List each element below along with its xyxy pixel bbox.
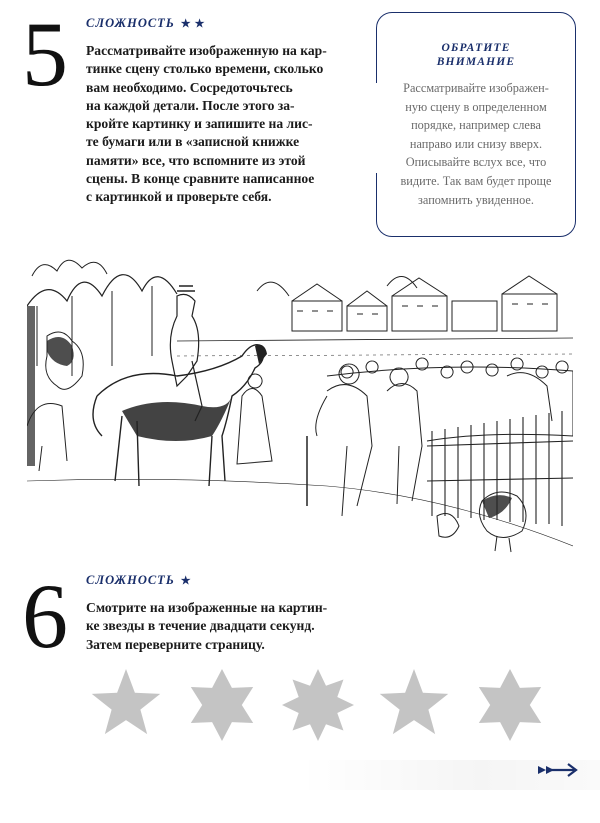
exercise-number-6: 6	[22, 565, 68, 667]
difficulty-text: СЛОЖНОСТЬ	[86, 16, 175, 30]
right-arrow-icon[interactable]	[536, 760, 580, 780]
text-line: ке звезды в течение двадцати секунд.	[86, 618, 315, 634]
text-line: Описывайте вслух все, что	[405, 155, 547, 170]
difficulty-text: СЛОЖНОСТЬ	[86, 573, 175, 587]
star-6-point-icon	[191, 669, 253, 741]
text-line: на каждой детали. После этого за-	[86, 97, 295, 113]
text-line: Рассматривайте изображенную на кар-	[86, 43, 327, 58]
difficulty-stars-icon: ★★	[180, 18, 209, 30]
text-line: кройте картинку и запишите на лис-	[86, 116, 313, 132]
star-5-point-icon	[92, 669, 160, 734]
attention-title	[377, 41, 575, 69]
text-line: Затем переверните страницу.	[86, 636, 265, 652]
exercise-number-5: 5	[22, 3, 68, 105]
text-line: направо или снизу вверх.	[409, 136, 543, 151]
difficulty-label-6	[86, 573, 195, 588]
star-8-point-icon	[282, 669, 354, 741]
difficulty-stars-icon: ★	[180, 575, 195, 587]
attention-title-line: ОБРАТИТЕ	[441, 42, 511, 54]
text-line: вам необходимо. Сосредоточьтесь	[86, 79, 293, 95]
exercise-6-instructions	[86, 599, 376, 654]
attention-title-line: ВНИМАНИЕ	[436, 56, 516, 68]
text-line: те бумаги или в «записной книжке	[86, 134, 300, 150]
text-line: порядке, например слева	[411, 118, 541, 133]
difficulty-label-5	[86, 16, 208, 31]
text-line: видите. Так вам будет проще	[400, 173, 552, 188]
stars-row	[78, 665, 558, 745]
text-line: тинке сцену столько времени, сколько	[86, 61, 324, 77]
attention-callout	[376, 12, 576, 237]
star-5-point-icon	[380, 669, 448, 734]
text-line: с картинкой и проверьте себя.	[86, 189, 272, 205]
attention-text	[385, 79, 567, 209]
text-line: ную сцену в определенном	[405, 99, 547, 114]
text-line: сцены. В конце сравните написанное	[86, 171, 315, 187]
text-line: запомнить увиденное.	[418, 192, 534, 207]
crowd-scene-illustration	[27, 246, 573, 576]
star-6-point-icon	[479, 669, 541, 741]
text-line: Смотрите на изображенные на картин-	[86, 600, 328, 615]
text-line: Рассматривайте изображен-	[403, 81, 549, 95]
text-line: памяти» все, что вспомните из этой	[86, 152, 306, 168]
exercise-5-instructions	[86, 42, 366, 207]
